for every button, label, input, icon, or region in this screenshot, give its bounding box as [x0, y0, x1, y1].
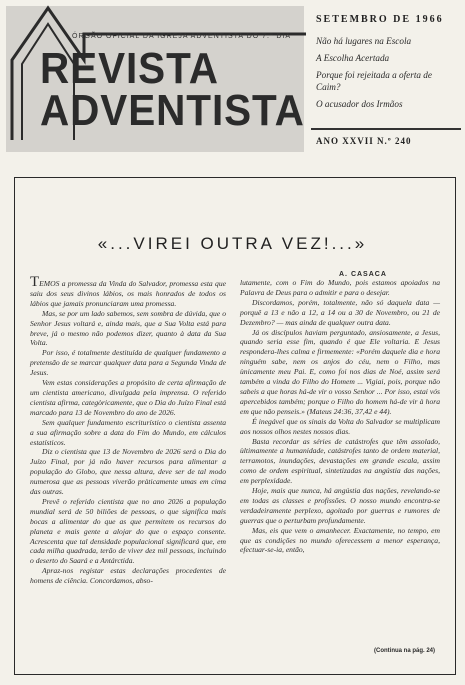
paragraph: Sem qualquer fundamento escriturístico o cientista assenta a sua afirmação sobre a data do Fim do Mundo, em cálculos estatísticos.	[30, 417, 226, 447]
continued-note: (Continua na pág. 24)	[374, 648, 436, 654]
paragraph: Apraz-nos registar estas declarações procedentes de homens de ciência. Concordamos, abso-	[30, 566, 226, 586]
toc-item: Porque foi rejeitada a oferta de Caim?	[316, 70, 432, 92]
paragraph: lutamente, com o Fim do Mundo, pois estamos apoiados na Palavra de Deus para o admitir e para o desejar.	[240, 278, 440, 297]
issue-number: ANO XXVII N.º 240	[316, 136, 412, 146]
article-author: A. CASACA	[339, 271, 387, 278]
issue-date: SETEMBRO DE 1966	[316, 14, 444, 25]
article-column-2	[240, 278, 440, 555]
paragraph: Vem estas considerações a propósito de certa afirmação de um cientista americano, divulgada pela imprensa. O referido cientista afirma, categòricamente, que o Dia do Juízo Final está marcado para 13 de Novembro do ano de 2026.	[30, 378, 226, 417]
paragraph: É inegável que os sinais da Volta do Salvador se multiplicam aos nossos olhos nestes nossos dias.	[240, 416, 440, 436]
toc-item: A Escolha Acertada	[316, 53, 390, 63]
masthead-sidebar	[316, 14, 458, 115]
paragraph: Por isso, é totalmente destituída de qualquer fundamento a pretensão de se marcar qualquer data para a Segunda Vinda de Jesus.	[30, 348, 226, 378]
masthead-title-line2: ADVENTISTA	[40, 86, 305, 135]
paragraph: TEMOS a promessa da Vinda do Salvador, promessa esta que saiu dos seus divinos lábios, os mais honrados de todos os lábios que jamais pronunciaram uma promessa.	[30, 274, 226, 308]
paragraph: Mas, eis que vem o amanhecer. Exactamente, no tempo, em que as condições no mundo oferecessem a menor esperança, efectuar-se-ia, então,	[240, 525, 440, 555]
sidebar-divider	[311, 128, 461, 130]
masthead	[0, 0, 465, 152]
masthead-title-line1: REVISTA	[40, 44, 219, 93]
paragraph: Mas, se por um lado sabemos, sem sombra de dúvida, que o Senhor Jesus voltará e, ainda mais, que a Sua Volta está para breve, já o mesmo não podemos dizer, quanto à data da Sua Volta.	[30, 308, 226, 348]
article-headline: «...VIREI OUTRA VEZ!...»	[97, 234, 368, 253]
organ-subtitle: ÓRGÃO OFICIAL DA IGREJA ADVENTISTA DO 7.º DIA	[72, 33, 292, 40]
article-column-1	[30, 274, 226, 586]
paragraph: Prevê o referido cientista que no ano 2026 a população mundial será de 50 biliões de pessoas, o que significa mais bocas a alimentar do que as que permitem os recursos do planeta e mais gente a alojar do que o espaço consente. Acrescenta que tal densidade populacional significará que, em cada milha quadrada, terão de viver dez mil pessoas, incluindo o deserto do Saará e a Antárctida.	[30, 496, 226, 566]
toc-item: Não há lugares na Escola	[316, 36, 412, 46]
paragraph: Diz o cientista que 13 de Novembro de 2026 será o Dia do Juízo Final, por já não haver recursos para alimentar a população do Globo, que nessa altura, deve ser de tal modo numerosa que as pessoas viverão pràticamente umas em cima das outras.	[30, 447, 226, 497]
paragraph: Hoje, mais que nunca, há angústia das nações, revelando-se em todas as classes e profissões. O nosso mundo encontra-se verdadeiramente perplexo, agoitado por guerras e rumores de guerras que o perturbam profundamente.	[240, 486, 440, 525]
paragraph: Discordamos, porém, totalmente, não só daquela data — porquê a 13 e não a 12, a 14 ou a 30 de Novembro, ou 21 de Dezembro? — mas ainda de qualquer outra data.	[240, 297, 440, 327]
paragraph: Já os discípulos haviam perguntado, ansiosamente, a Jesus, quando seria esse fim, quando é que Ele voltaria. E Jesus respondera-lhes calma e firmemente: «Porém daquele dia e hora ninguém sabe, nem os anjos do céu, nem o Filho, mas ùnicamente meu Pai. E, como foi nos dias de Noé, assim será também a vinda do Filho do Homem ... Vigiai, pois, porque não sabeis a que horas há-de vir o vosso Senhor ... Por isso, estai vós apercebidos também; porque o Filho do homem há-de vir à hora em que não penseis.» (Mateus 24:36, 37,42 e 44).	[240, 327, 440, 416]
drop-cap: T	[30, 274, 40, 290]
toc-item: O acusador dos Irmãos	[316, 99, 403, 109]
paragraph: Basta recordar as séries de catástrofes que têm assolado, ùltimamente a humanidade, catástrofes tanto de ordem material, terramotos, inundações, devastações em grande escala, assim como de ordem espiritual, sintetizadas na angústia das nações, em perplexidade.	[240, 436, 440, 486]
